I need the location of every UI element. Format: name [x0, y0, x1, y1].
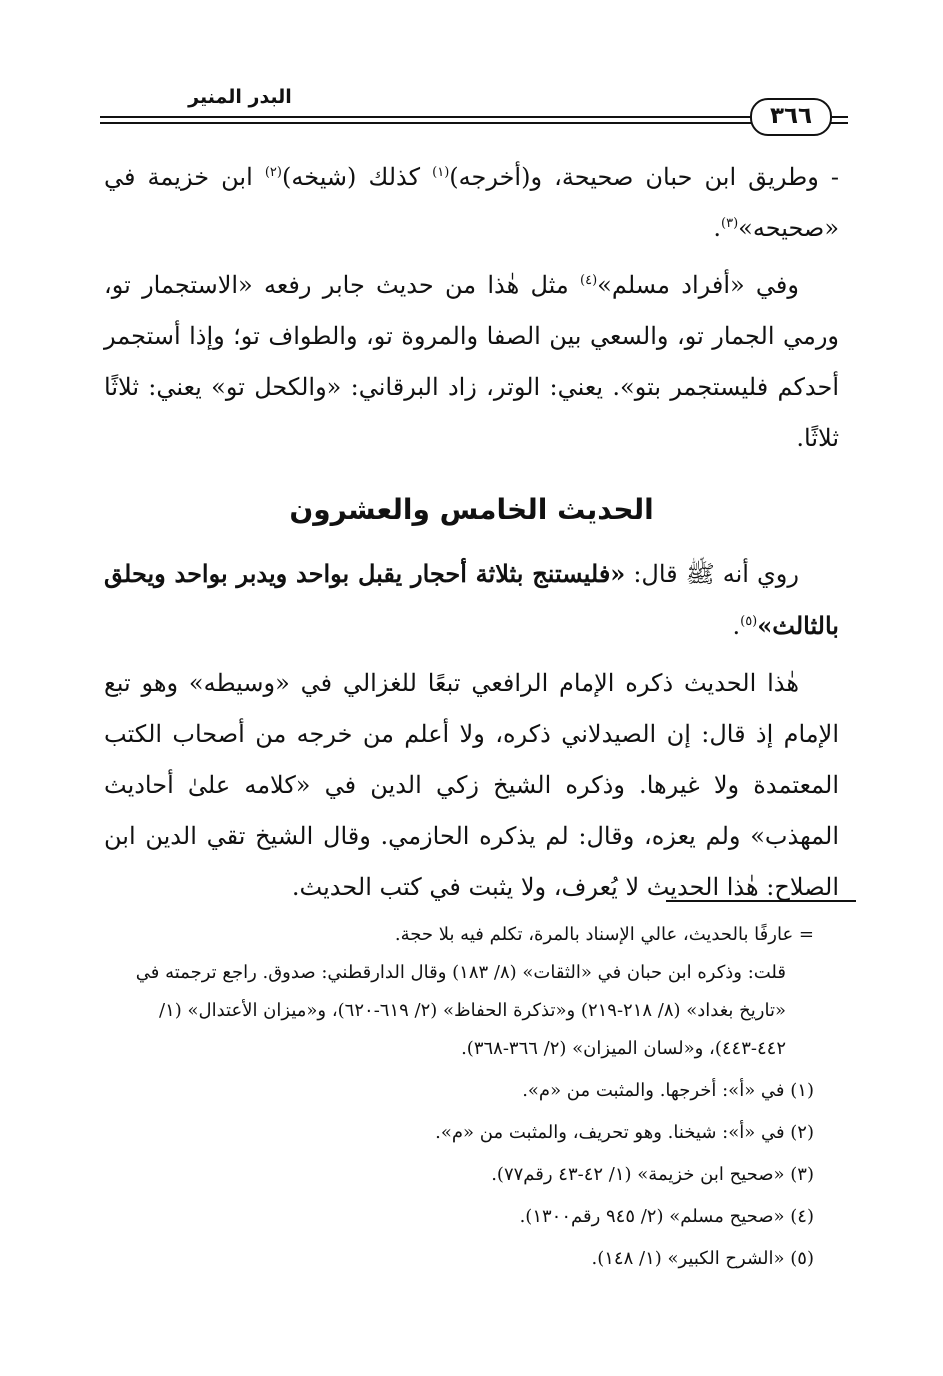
page-number: ٣٦٦: [750, 98, 832, 136]
paragraph-1-text-c: ابن خزيمة في «صحيحه»: [104, 163, 839, 242]
running-title: البدر المنير: [188, 86, 292, 108]
paragraph-1-text-b: كذلك (شيخه): [281, 163, 433, 191]
section-heading: الحديث الخامس والعشرون: [289, 493, 654, 526]
paragraph-1-text-a: - وطريق ابن حبان صحيحة، و(أخرجه): [449, 163, 839, 191]
paragraph-1-end: .: [713, 214, 722, 242]
footnote-item-1: (١) في «أ»: أخرجها. والمثبت من «م».: [522, 1080, 814, 1101]
main-text: [104, 152, 839, 913]
footnote-ref-2[interactable]: (٢): [264, 165, 282, 180]
header-rule-bottom: [100, 122, 848, 124]
footnote-separator: [666, 900, 856, 902]
paragraph-3-end: .: [732, 612, 741, 640]
footnote-item-3: (٣) «صحيح ابن خزيمة» (١/ ٤٢-٤٣ رقم٧٧).: [491, 1164, 814, 1185]
paragraph-2-text-a: وفي «أفراد مسلم»: [597, 271, 799, 299]
paragraph-2-text-b: مثل هٰذا من حديث جابر رفعه «الاستجمار تو، ورمي الجمار تو، والسعي بين الصفا والمروة تو، والطواف تو؛ وإذا أستجمر أحدكم فليستجمر بتو». يعني: الوتر، زاد البرقاني: «والكحل تو» يعني: ثلاثًا ثلاثًا.: [104, 271, 839, 452]
hadith-quote: «فليستنج بثلاثة أحجار يقبل بواحد ويدبر بواحد ويحلق بالثالث»: [104, 559, 839, 640]
footnote-item-5: (٥) «الشرح الكبير» (١/ ١٤٨).: [591, 1248, 814, 1269]
footnote-item-2: (٢) في «أ»: شيخنا. وهو تحريف، والمثبت من «م».: [435, 1122, 814, 1143]
footnote-ref-1[interactable]: (١): [432, 165, 450, 180]
footnote-item-4: (٤) «صحيح مسلم» (٢/ ٩٤٥ رقم١٣٠٠).: [519, 1206, 814, 1227]
paragraph-2: [104, 260, 839, 464]
paragraph-1: [104, 152, 839, 254]
footnote-continuation: = عارفًا بالحديث، عالي الإسناد بالمرة، تكلم فيه بلا حجة.: [394, 924, 814, 945]
footnote-note: قلت: وذكره ابن حبان في «الثقات» (٨/ ١٨٣) وقال الدارقطني: صدوق. راجع ترجمته في «تاريخ بغداد» (٨/ ٢١٨-٢١٩) و«تذكرة الحفاظ» (٢/ ٦١٩-٦٢٠)، و«ميزان الأعتدال» (١/ ٤٤٢-٤٤٣)، و«لسان الميزان» (٢/ ٣٦٦-٣٦٨).: [135, 962, 786, 1059]
header-rule-top: [100, 116, 848, 118]
paragraph-3: [104, 548, 839, 652]
footnote-ref-3[interactable]: (٣): [721, 216, 739, 231]
paragraph-3-text-a: روي أنه ﷺ قال:: [625, 560, 799, 588]
footnotes: [104, 916, 814, 1278]
paragraph-4: هٰذا الحديث ذكره الإمام الرافعي تبعًا للغزالي في «وسيطه» وهو تبع الإمام إذ قال: إن الصيدلاني ذكره، ولا أعلم من خرجه من أصحاب الكتب المعتمدة ولا غيرها. وذكره الشيخ زكي الدين في «كلامه علىٰ أحاديث المهذب» ولم يعزه، وقال: لم يذكره الحازمي. وقال الشيخ تقي الدين ابن الصلاح: هٰذا الحديث لا يُعرف، ولا يثبت في كتب الحديث.: [104, 669, 839, 901]
footnote-ref-4[interactable]: (٤): [580, 273, 598, 288]
footnote-ref-5[interactable]: (٥): [740, 614, 758, 629]
page-header: [100, 82, 848, 130]
